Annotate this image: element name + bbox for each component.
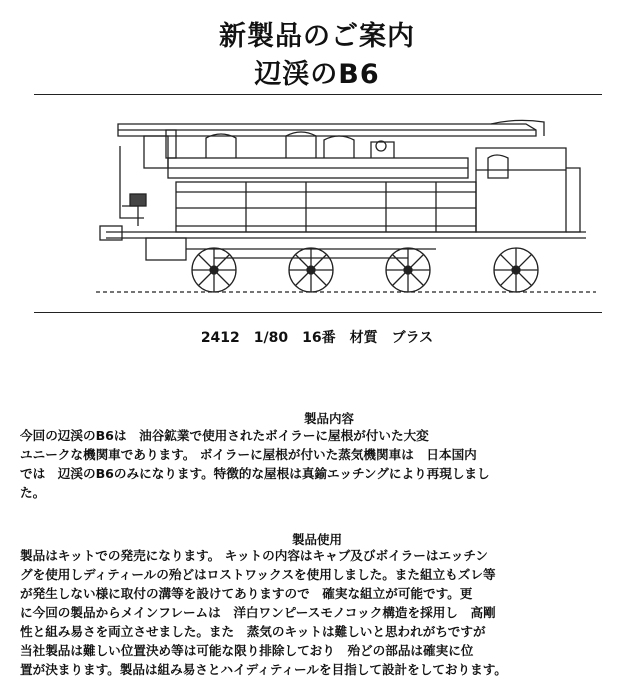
wheel [192,248,236,292]
text-line: が発生しない様に取付の溝等を設けてありますので 確実な組立が可能です。更 [20,586,473,601]
wheel [289,248,333,292]
top-divider [34,94,602,95]
bottom-divider [34,312,602,313]
wheel [494,248,538,292]
text-line: では 辺渓のB6のみになります。特徴的な屋根は真鍮エッチングにより再現しまし [20,466,490,481]
section-heading-contents: 製品内容 [303,411,354,426]
product-specs: 2412 1/80 16番 材質 ブラス [200,330,434,346]
text-line: た。 [20,485,46,500]
text-line: ユニークな機関車であります。 ボイラーに屋根が付いた蒸気機関車は 日本国内 [20,447,477,462]
text-line: 性と組み易さを両立させました。また 蒸気のキットは難しいと思われがちですが [20,624,486,639]
text-line: 製品はキットでの発売になります。 キットの内容はキャブ及びボイラーはエッチン [20,548,488,563]
section-usage-text [20,546,600,679]
page-title: 新製品のご案内 [219,21,415,52]
text-line: に今回の製品からメインフレームは 洋白ワンピースモノコック構造を採用し 高剛 [20,605,496,620]
section-contents-text [20,426,600,502]
locomotive-drawing [96,108,596,308]
text-line: グを使用しディティールの殆どはロストワックスを使用しました。また組立もズレ等 [20,567,496,582]
section-heading-usage: 製品使用 [291,532,342,547]
text-line: 当社製品は難しい位置決め等は可能な限り排除しており 殆どの部品は確実に位 [20,643,474,658]
text-line: 置が決まります。製品は組み易さとハイディティールを目指して設計をしております。 [20,662,507,677]
wheel [386,248,430,292]
text-line: 今回の辺渓のB6は 油谷鉱業で使用されたボイラーに屋根が付いた大変 [20,428,429,443]
page-subtitle: 辺渓のB6 [254,59,380,90]
